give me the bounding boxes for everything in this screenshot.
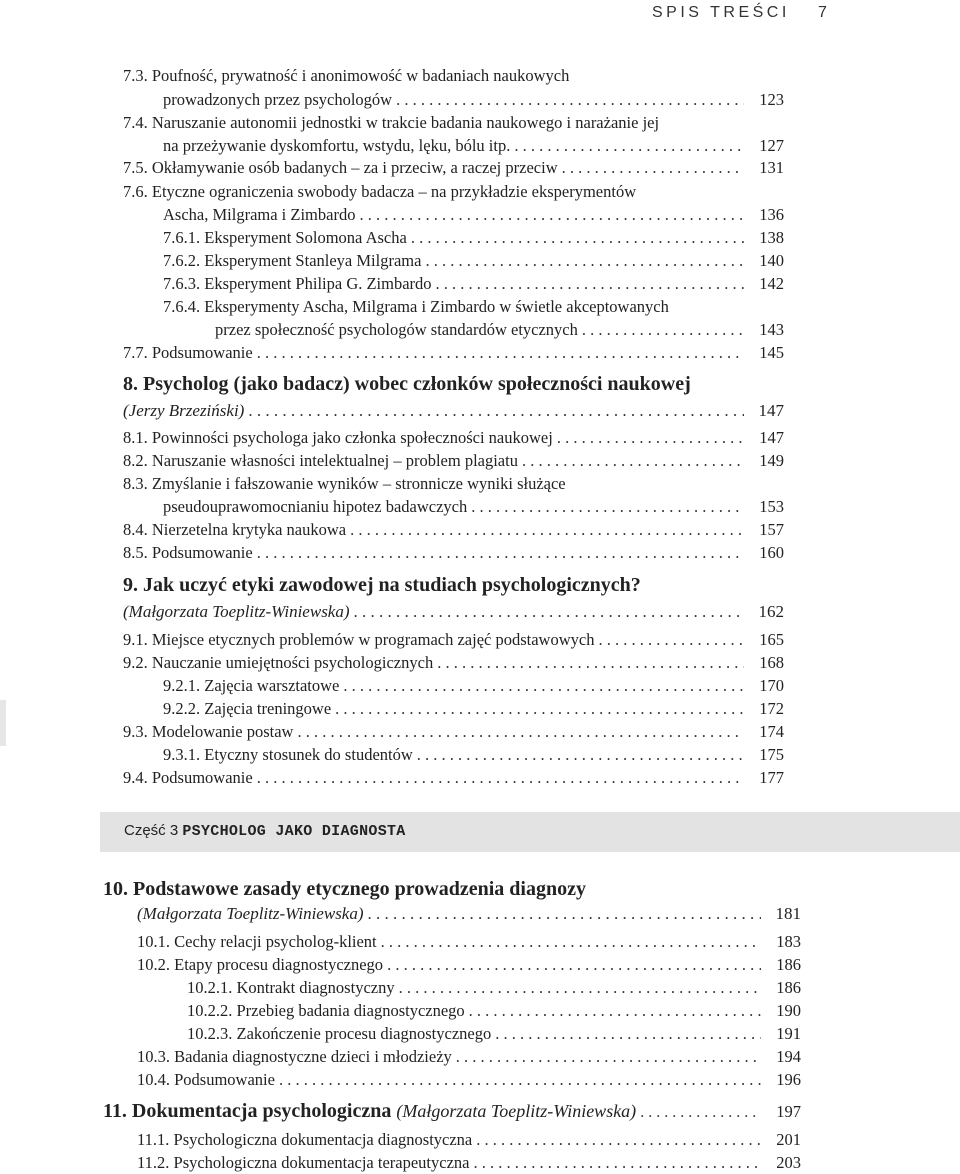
chapter-author: (Małgorzata Toeplitz-Winiewska) bbox=[123, 602, 350, 621]
toc-entry-9-3-1[interactable] bbox=[163, 745, 784, 765]
chapter-title-group bbox=[103, 1100, 636, 1123]
part-title: PSYCHOLOG JAKO DIAGNOSTA bbox=[182, 823, 406, 840]
toc-entry-text: 9.2. Nauczanie umiejętności psychologicznych bbox=[123, 653, 434, 672]
toc-entry-8-3[interactable] bbox=[163, 497, 784, 517]
toc-entry-9-3[interactable] bbox=[123, 722, 784, 742]
toc-entry-text: 11.1. Psychologiczna dokumentacja diagnostyczna bbox=[137, 1130, 473, 1149]
toc-page-number: 168 bbox=[759, 653, 784, 672]
toc-entry-text: 9.2.1. Zajęcia warsztatowe bbox=[163, 676, 340, 695]
chapter-author: (Małgorzata Toeplitz-Winiewska) bbox=[137, 904, 364, 923]
toc-page-number: 147 bbox=[759, 428, 784, 447]
toc-entry-text: 9.3. Modelowanie postaw bbox=[123, 722, 294, 741]
part-label: Część 3 bbox=[124, 822, 179, 839]
leader-dots bbox=[436, 274, 744, 294]
leader-dots bbox=[411, 228, 744, 248]
leader-dots bbox=[257, 343, 744, 363]
toc-entry-7-7[interactable] bbox=[123, 343, 784, 363]
toc-entry-text: 7.6.2. Eksperyment Stanleya Milgrama bbox=[163, 251, 422, 270]
toc-entry-7-4[interactable] bbox=[163, 136, 784, 156]
leader-dots bbox=[387, 955, 761, 975]
toc-entry-text: 10.1. Cechy relacji psycholog-klient bbox=[137, 932, 377, 951]
toc-page-number: 131 bbox=[759, 158, 784, 177]
toc-entry-10-1[interactable] bbox=[137, 932, 801, 952]
toc-entry-text: 8.5. Podsumowanie bbox=[123, 543, 253, 562]
margin-mark bbox=[0, 700, 6, 746]
toc-entry-7-6[interactable] bbox=[163, 205, 784, 225]
running-header-page-number: 7 bbox=[818, 4, 827, 21]
toc-page-number: 123 bbox=[759, 90, 784, 109]
toc-entry-text: 7.7. Podsumowanie bbox=[123, 343, 253, 362]
toc-entry-7-5[interactable] bbox=[123, 158, 784, 178]
toc-page-number: 197 bbox=[776, 1102, 801, 1121]
toc-entry-text: 9.1. Miejsce etycznych problemów w programach zajęć podstawowych bbox=[123, 630, 595, 649]
leader-dots bbox=[297, 722, 744, 742]
leader-dots bbox=[368, 904, 761, 924]
toc-entry-text: prowadzonych przez psychologów bbox=[163, 90, 393, 109]
chapter-11-title: 11. Dokumentacja psychologiczna bbox=[103, 1100, 392, 1122]
toc-entry-8-1[interactable] bbox=[123, 428, 784, 448]
toc-page-number: 181 bbox=[775, 904, 801, 923]
leader-dots bbox=[557, 428, 744, 448]
toc-entry-7-6-3[interactable] bbox=[163, 274, 784, 294]
toc-page-number: 191 bbox=[776, 1024, 801, 1043]
toc-entry-text: 10.2.2. Przebieg badania diagnostycznego bbox=[187, 1001, 465, 1020]
leader-dots bbox=[471, 497, 744, 517]
toc-page-number: 190 bbox=[776, 1001, 801, 1020]
toc-page-number: 174 bbox=[759, 722, 784, 741]
toc-entry-9-4[interactable] bbox=[123, 768, 784, 788]
toc-entry-text: 8.2. Naruszanie własności intelektualnej – problem plagiatu bbox=[123, 451, 518, 470]
toc-entry-text: pseudouprawomocnianiu hipotez badawczych bbox=[163, 497, 468, 516]
leader-dots bbox=[381, 932, 761, 952]
chapter-9-author-line[interactable] bbox=[123, 602, 784, 622]
toc-entry-text: 7.6.3. Eksperyment Philipa G. Zimbardo bbox=[163, 274, 432, 293]
leader-dots bbox=[640, 1104, 761, 1122]
toc-page-number: 186 bbox=[776, 955, 801, 974]
leader-dots bbox=[456, 1047, 761, 1067]
toc-entry-10-2-2[interactable] bbox=[187, 1001, 801, 1021]
toc-page-number: 153 bbox=[759, 497, 784, 516]
toc-entry-text: na przeżywanie dyskomfortu, wstydu, lęku, bólu itp. bbox=[163, 136, 511, 155]
toc-entry-text: 7.6.1. Eksperyment Solomona Ascha bbox=[163, 228, 407, 247]
leader-dots bbox=[399, 978, 761, 998]
toc-entry-9-2-2[interactable] bbox=[163, 699, 784, 719]
toc-page-number: 194 bbox=[776, 1047, 801, 1066]
toc-page-number: 143 bbox=[759, 320, 784, 339]
leader-dots bbox=[257, 768, 744, 788]
toc-page-number: 177 bbox=[759, 768, 784, 787]
toc-entry-11-1[interactable] bbox=[137, 1130, 801, 1150]
leader-dots bbox=[522, 451, 744, 471]
toc-entry-text: 9.3.1. Etyczny stosunek do studentów bbox=[163, 745, 413, 764]
toc-page-number: 186 bbox=[776, 978, 801, 997]
toc-page-number: 157 bbox=[759, 520, 784, 539]
leader-dots bbox=[582, 320, 744, 340]
chapter-9-title[interactable]: 9. Jak uczyć etyki zawodowej na studiach psychologicznych? bbox=[123, 574, 641, 596]
toc-page-number: 136 bbox=[759, 205, 784, 224]
toc-entry-11-2[interactable] bbox=[137, 1153, 801, 1173]
leader-dots bbox=[476, 1130, 761, 1150]
toc-page-number: 160 bbox=[759, 543, 784, 562]
toc-entry-10-2[interactable] bbox=[137, 955, 801, 975]
toc-page-number: 165 bbox=[759, 630, 784, 649]
chapter-10-title[interactable]: 10. Podstawowe zasady etycznego prowadzenia diagnozy bbox=[103, 878, 586, 900]
chapter-10-author-line[interactable] bbox=[137, 904, 801, 924]
toc-entry-7-4-line1: 7.4. Naruszanie autonomii jednostki w trakcie badania naukowego i narażanie jej bbox=[123, 113, 660, 132]
toc-page-number: 175 bbox=[759, 745, 784, 764]
toc-entry-9-2-1[interactable] bbox=[163, 676, 784, 696]
leader-dots bbox=[343, 676, 744, 696]
toc-entry-text: 10.2.3. Zakończenie procesu diagnostycznego bbox=[187, 1024, 492, 1043]
toc-page-number: 138 bbox=[759, 228, 784, 247]
toc-entry-8-4[interactable] bbox=[123, 520, 784, 540]
leader-dots bbox=[469, 1001, 761, 1021]
toc-entry-7-6-4[interactable] bbox=[215, 320, 784, 340]
toc-entry-10-2-1[interactable] bbox=[187, 978, 801, 998]
toc-entry-text: 9.4. Podsumowanie bbox=[123, 768, 253, 787]
toc-entry-10-4[interactable] bbox=[137, 1070, 801, 1090]
leader-dots bbox=[359, 205, 744, 225]
toc-page-number: 162 bbox=[758, 602, 784, 621]
chapter-8-author-line[interactable] bbox=[123, 401, 784, 421]
toc-entry-10-2-3[interactable] bbox=[187, 1024, 801, 1044]
toc-page-number: 201 bbox=[776, 1130, 801, 1149]
toc-entry-7-6-line1: 7.6. Etyczne ograniczenia swobody badacza – na przykładzie eksperymentów bbox=[123, 182, 637, 201]
toc-page-number: 147 bbox=[758, 401, 784, 420]
toc-entry-8-3-line1: 8.3. Zmyślanie i fałszowanie wyników – stronnicze wyniki służące bbox=[123, 474, 566, 493]
toc-entry-9-2[interactable] bbox=[123, 653, 784, 673]
leader-dots bbox=[437, 653, 744, 673]
toc-entry-text: 10.4. Podsumowanie bbox=[137, 1070, 275, 1089]
toc-entry-9-1[interactable] bbox=[123, 630, 784, 650]
toc-entry-text: 8.1. Powinności psychologa jako członka społeczności naukowej bbox=[123, 428, 553, 447]
toc-page-number: 145 bbox=[759, 343, 784, 362]
leader-dots bbox=[425, 251, 744, 271]
toc-page-number: 140 bbox=[759, 251, 784, 270]
leader-dots bbox=[248, 401, 744, 421]
toc-page-number: 142 bbox=[759, 274, 784, 293]
leader-dots bbox=[562, 158, 744, 178]
chapter-author: (Małgorzata Toeplitz-Winiewska) bbox=[396, 1101, 637, 1121]
toc-entry-text: 7.5. Okłamywanie osób badanych – za i przeciw, a raczej przeciw bbox=[123, 158, 558, 177]
leader-dots bbox=[257, 543, 744, 563]
toc-page-number: 149 bbox=[759, 451, 784, 470]
toc-page-number: 127 bbox=[759, 136, 784, 155]
toc-entry-7-6-1[interactable] bbox=[163, 228, 784, 248]
toc-page-number: 170 bbox=[759, 676, 784, 695]
part-3-heading[interactable] bbox=[124, 822, 406, 840]
leader-dots bbox=[473, 1153, 761, 1173]
toc-page-number: 183 bbox=[776, 932, 801, 951]
toc-entry-7-6-2[interactable] bbox=[163, 251, 784, 271]
toc-entry-text: 8.4. Nierzetelna krytyka naukowa bbox=[123, 520, 347, 539]
leader-dots bbox=[279, 1070, 761, 1090]
leader-dots bbox=[495, 1024, 761, 1044]
leader-dots bbox=[335, 699, 744, 719]
running-header-title: SPIS TREŚCI bbox=[652, 4, 790, 21]
toc-page-number: 196 bbox=[776, 1070, 801, 1089]
leader-dots bbox=[598, 630, 744, 650]
toc-entry-7-6-4-line1: 7.6.4. Eksperymenty Ascha, Milgrama i Zimbardo w świetle akceptowanych bbox=[163, 297, 669, 316]
leader-dots bbox=[396, 90, 744, 110]
toc-entry-8-2[interactable] bbox=[123, 451, 784, 471]
chapter-author: (Jerzy Brzeziński) bbox=[123, 401, 245, 420]
toc-page-number: 172 bbox=[759, 699, 784, 718]
leader-dots bbox=[350, 520, 744, 540]
leader-dots bbox=[354, 602, 744, 622]
toc-entry-text: 11.2. Psychologiczna dokumentacja terapeutyczna bbox=[137, 1153, 470, 1172]
toc-entry-text: 10.3. Badania diagnostyczne dzieci i młodzieży bbox=[137, 1047, 452, 1066]
chapter-11-title-line[interactable] bbox=[103, 1100, 801, 1123]
toc-entry-7-3-line1: 7.3. Poufność, prywatność i anonimowość w badaniach naukowych bbox=[123, 66, 570, 85]
toc-entry-text: Ascha, Milgrama i Zimbardo bbox=[163, 205, 356, 224]
chapter-8-title[interactable]: 8. Psycholog (jako badacz) wobec członków społeczności naukowej bbox=[123, 373, 691, 395]
leader-dots bbox=[514, 136, 744, 156]
toc-entry-text: 10.2.1. Kontrakt diagnostyczny bbox=[187, 978, 395, 997]
leader-dots bbox=[417, 745, 744, 765]
toc-entry-text: 9.2.2. Zajęcia treningowe bbox=[163, 699, 332, 718]
toc-entry-7-3[interactable] bbox=[163, 90, 784, 110]
toc-entry-8-5[interactable] bbox=[123, 543, 784, 563]
toc-entry-10-3[interactable] bbox=[137, 1047, 801, 1067]
toc-entry-text: przez społeczność psychologów standardów etycznych bbox=[215, 320, 578, 339]
toc-entry-text: 10.2. Etapy procesu diagnostycznego bbox=[137, 955, 384, 974]
toc-page-number: 203 bbox=[776, 1153, 801, 1172]
